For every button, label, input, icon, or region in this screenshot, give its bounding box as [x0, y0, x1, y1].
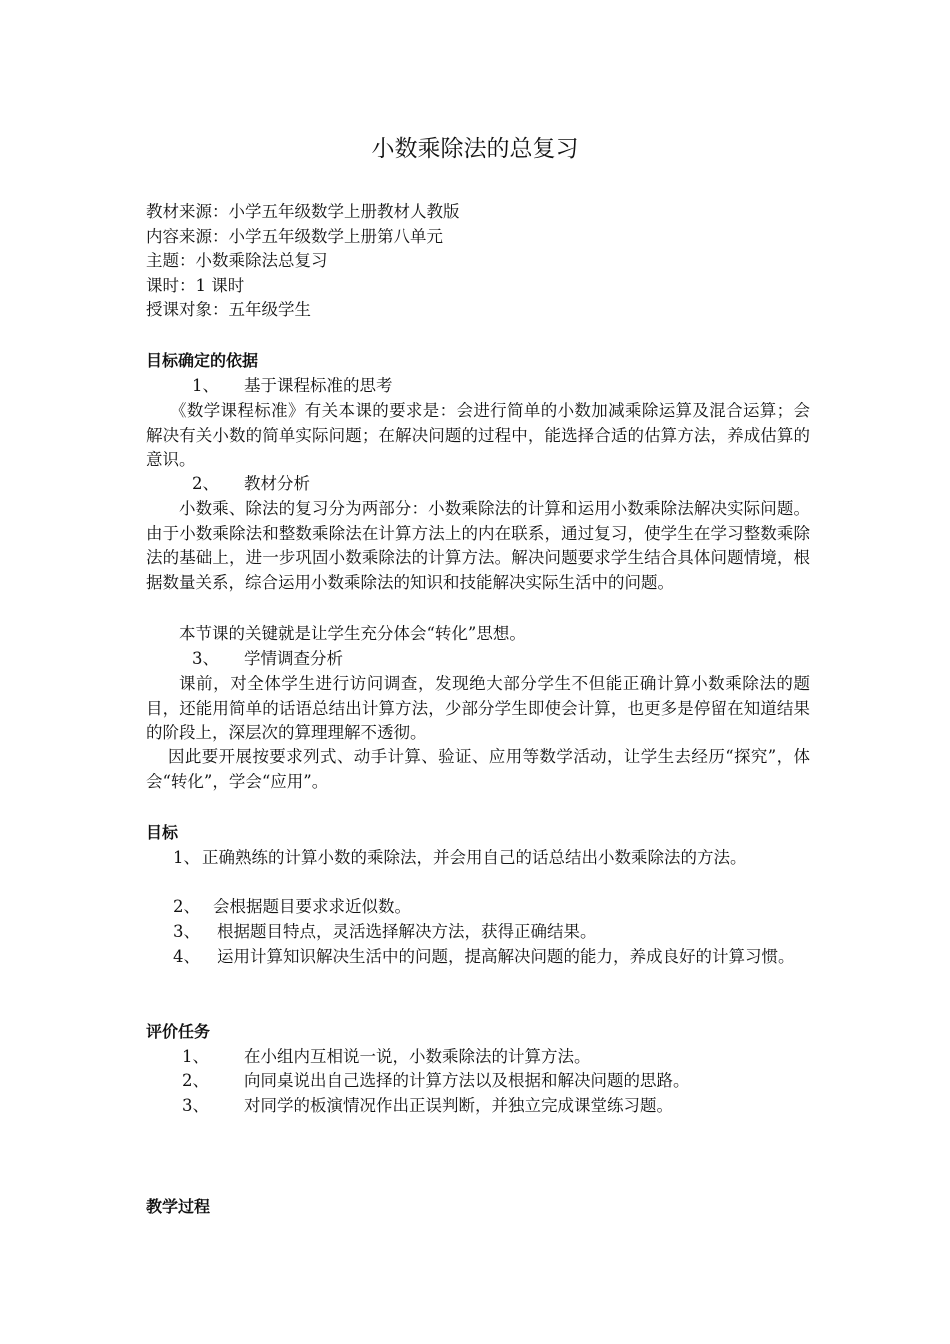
- basis-s1-num: 1、: [192, 376, 219, 395]
- goals-heading: 目标: [146, 823, 179, 842]
- task-text: 在小组内互相说一说，小数乘除法的计算方法。: [244, 1047, 591, 1066]
- task-number: 2、: [182, 1071, 209, 1090]
- basis-s3-num: 3、: [192, 649, 219, 668]
- tasks-heading: 评价任务: [146, 1022, 211, 1041]
- basis-s3-text2: 因此要开展按要求列式、动手计算、验证、应用等数学活动，让学生去经历“探究”，体会“转化”，学会“应用”。: [146, 747, 810, 791]
- basis-s1-text: 《数学课程标准》有关本课的要求是：会进行简单的小数加减乘除运算及混合运算；会解决有关小数的简单实际问题；在解决问题的过程中，能选择合适的估算方法，养成估算的意识。: [146, 401, 810, 469]
- info-audience: 授课对象：五年级学生: [146, 300, 311, 319]
- goal-text: 运用计算知识解决生活中的问题，提高解决问题的能力，养成良好的计算习惯。: [217, 947, 795, 966]
- goal-text: 会根据题目要求求近似数。: [213, 897, 411, 916]
- process-heading: 教学过程: [146, 1197, 211, 1216]
- task-number: 1、: [182, 1047, 209, 1066]
- goal-number: 3、: [173, 922, 200, 941]
- info-hours: 课时：1 课时: [146, 276, 245, 295]
- goal-text: 根据题目特点，灵活选择解决方法，获得正确结果。: [217, 922, 597, 941]
- goal-number: 4、: [173, 947, 200, 966]
- basis-s2-text: 小数乘、除法的复习分为两部分：小数乘除法的计算和运用小数乘除法解决实际问题。由于小数乘除法和整数乘除法在计算方法上的内在联系，通过复习，使学生在学习整数乘除法的基础上，进一步巩固小数乘除法的计算方法。解决问题要求学生结合具体问题情境，根据数量关系，综合运用小数乘除法的知识和技能解决实际生活中的问题。: [146, 499, 810, 592]
- task-text: 向同桌说出自己选择的计算方法以及根据和解决问题的思路。: [244, 1071, 690, 1090]
- task-text: 对同学的板演情况作出正误判断，并独立完成课堂练习题。: [244, 1096, 673, 1115]
- basis-s2-title: 教材分析: [244, 474, 310, 493]
- basis-s2-num: 2、: [192, 474, 219, 493]
- goal-text: 正确熟练的计算小数的乘除法，并会用自己的话总结出小数乘除法的方法。: [202, 848, 747, 867]
- info-source: 教材来源：小学五年级数学上册教材人教版: [146, 202, 460, 221]
- goal-number: 2、: [173, 897, 200, 916]
- basis-s1-title: 基于课程标准的思考: [244, 376, 393, 395]
- info-topic: 主题：小数乘除法总复习: [146, 251, 328, 270]
- info-content: 内容来源：小学五年级数学上册第八单元: [146, 227, 443, 246]
- basis-heading: 目标确定的依据: [146, 351, 259, 370]
- goal-number: 1、: [173, 848, 200, 867]
- basis-s3-title: 学情调查分析: [244, 649, 343, 668]
- task-number: 3、: [182, 1096, 209, 1115]
- page-title: 小数乘除法的总复习: [371, 136, 579, 162]
- basis-s2-text2: 本节课的关键就是让学生充分体会“转化”思想。: [179, 624, 526, 643]
- basis-s3-text: 课前，对全体学生进行访问调查，发现绝大部分学生不但能正确计算小数乘除法的题目，还能用简单的话语总结出计算方法，少部分学生即使会计算，也更多是停留在知道结果的阶段上，深层次的算理理解不透彻。: [146, 674, 810, 742]
